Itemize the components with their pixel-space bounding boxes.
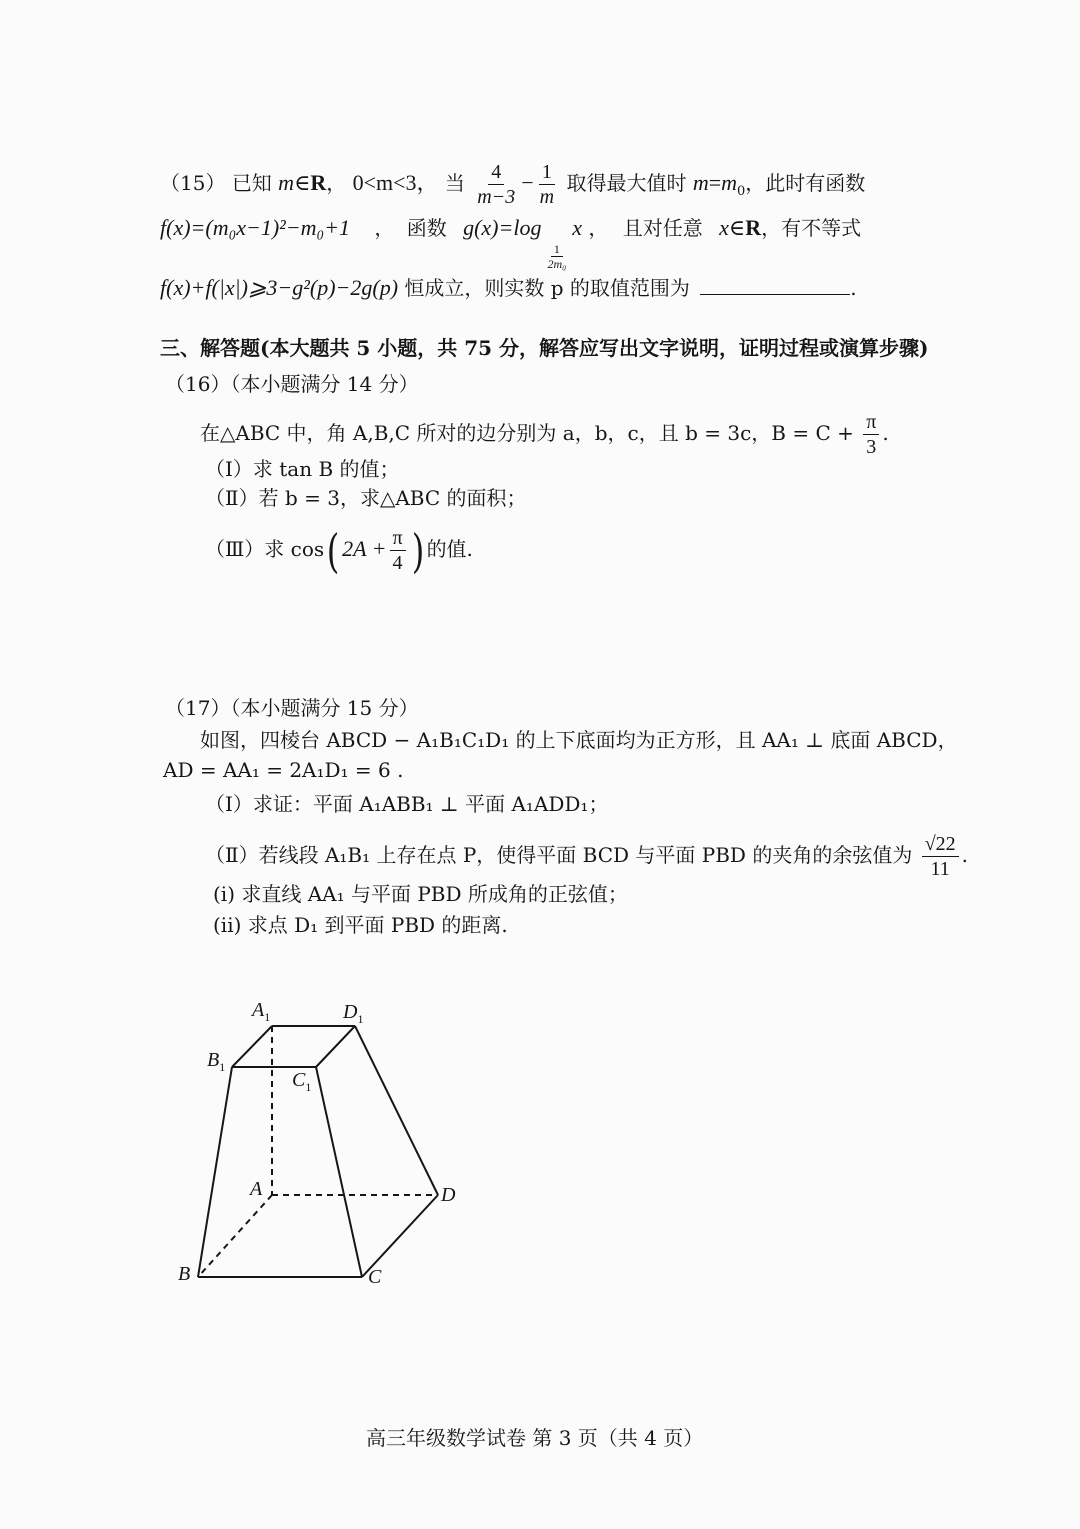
q15-line-2: f(x)=(m₀x−1)²−m₀+1 ， 函数 g(x)=log $\frac{1}{\text{2m₀}}$ x ， 且对任意 x∈R，有不等式 xyxy=(160,215,862,271)
q17-cosine-value: $\frac{√22}{11}$ xyxy=(922,832,959,881)
q15-f-definition: f(x)=(m₀x−1)²−m₀+1 xyxy=(160,215,350,240)
q16-pi-over-3: $\frac{\pi}{3}$ xyxy=(863,410,879,459)
label-C1: $C_1$ xyxy=(292,1069,312,1094)
q17-sub-2: (ii) 求点 D₁ 到平面 PBD 的距离. xyxy=(213,913,508,937)
q16-header: （16）（本小题满分 14 分） xyxy=(165,372,419,396)
q17-header: （17）（本小题满分 15 分） xyxy=(165,696,419,720)
q16-part-1: （Ⅰ）求 tan B 的值； xyxy=(205,457,400,481)
q16-part-3: （Ⅲ）求 cos( 2A + $\frac{\pi}{4}$ ) 的值. xyxy=(205,523,473,578)
section-3-heading: 三、解答题(本大题共 5 小题，共 75 分，解答应写出文字说明，证明过程或演算步骤) xyxy=(160,336,929,360)
q15-number: （15） xyxy=(160,171,226,195)
label-D1: $D_1$ xyxy=(343,1001,364,1026)
label-D: D xyxy=(441,1184,456,1206)
label-B: B xyxy=(178,1263,191,1285)
edge-D1D xyxy=(355,1026,438,1195)
q16-part-2: （Ⅱ）若 b = 3，求△ABC 的面积； xyxy=(205,486,527,510)
q15-line-3: f(x)+f(|x|)⩾3−g²(p)−2g(p) 恒成立，则实数 p 的取值范围为 . xyxy=(160,275,857,300)
edge-D1C1 xyxy=(316,1026,355,1067)
q17-part-1: （Ⅰ）求证：平面 A₁ABB₁ ⊥ 平面 A₁ADD₁； xyxy=(205,792,609,816)
q17-sub-1: (i) 求直线 AA₁ 与平面 PBD 所成角的正弦值； xyxy=(213,882,628,906)
q17-stem-line-2: AD = AA₁ = 2A₁D₁ = 6 . xyxy=(163,758,404,782)
q15-inequality: f(x)+f(|x|)⩾3−g²(p)−2g(p) xyxy=(160,275,399,300)
q15-g-definition: g(x)=log xyxy=(463,215,542,240)
label-B1: $B_1$ xyxy=(207,1049,226,1074)
q15-fraction-1: $\frac{1}{m}$ xyxy=(539,161,555,208)
q15-fraction-4: $\frac{4}{m-3}$ xyxy=(477,161,516,208)
page-footer: 高三年级数学试卷 第 3 页（共 4 页） xyxy=(366,1426,704,1450)
q15-line-1: （15） 已知 m∈R， 0<m<3， 当 $\frac{4}{m-3}$ − $\frac{1}{m}$ 取得最大值时 $m=m_0$，此时有函数 xyxy=(160,161,866,208)
q17-stem-line-1: 如图，四棱台 ABCD − A₁B₁C₁D₁ 的上下底面均为正方形，且 AA₁ ⊥ 底面 ABCD， xyxy=(200,728,958,752)
label-A1: $A_1$ xyxy=(252,999,271,1024)
q16-stem: 在△ABC 中，角 A,B,C 所对的边分别为 a，b，c，且 b = 3c，B = C + $\frac{\pi}{3}$ . xyxy=(200,411,889,458)
edge-B1A1 xyxy=(232,1026,272,1067)
label-A: A xyxy=(250,1178,263,1200)
q15-log-base: $\frac{1}{\text{2m₀}}$ xyxy=(547,242,567,271)
edge-C1C xyxy=(316,1067,362,1277)
q17-part-2: （Ⅱ）若线段 A₁B₁ 上存在点 P，使得平面 BCD 与平面 PBD 的夹角的余弦值为 $\frac{√22}{11}$ . xyxy=(205,833,969,880)
edge-CD xyxy=(362,1195,438,1277)
label-C: C xyxy=(368,1266,382,1288)
